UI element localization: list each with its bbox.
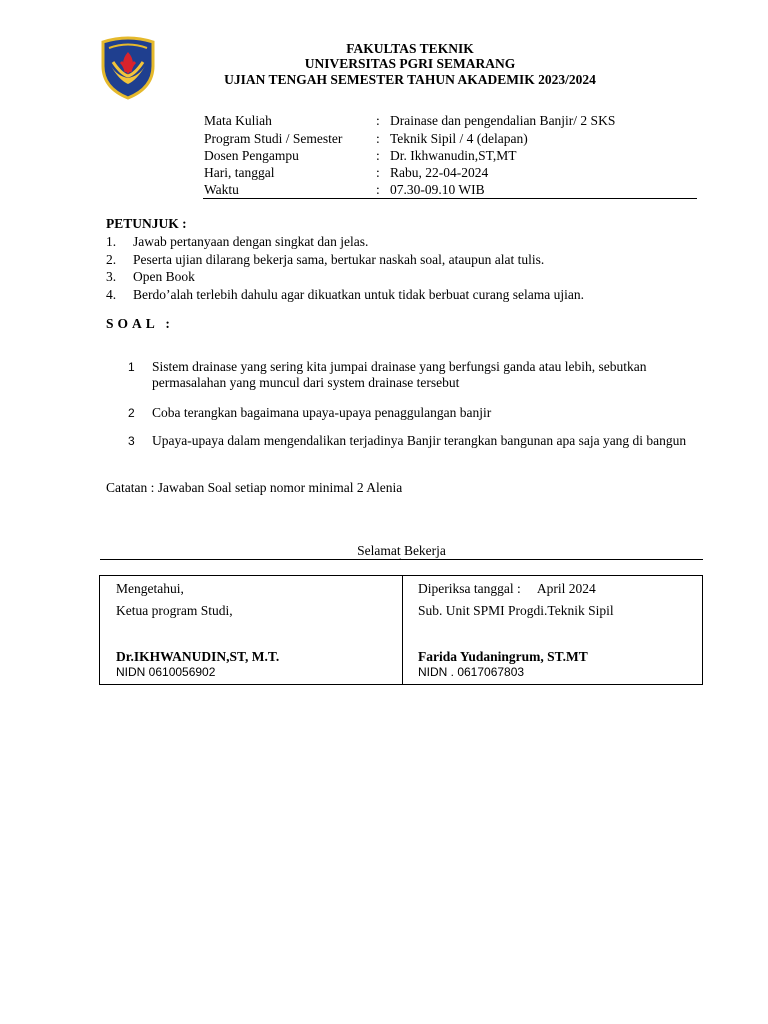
- signer-nidn: NIDN 0610056902: [116, 665, 216, 679]
- question-item: [128, 359, 688, 391]
- question-number: 3: [128, 434, 135, 448]
- question-item: [128, 405, 688, 421]
- question-text: Coba terangkan bagaimana upaya-upaya penaggulangan banjir: [152, 405, 492, 420]
- info-separator: :: [376, 182, 380, 197]
- info-divider: [203, 198, 697, 199]
- instruction-text: Berdo’alah terlebih dahulu agar dikuatkan untuk tidak berbuat curang selama ujian.: [133, 287, 584, 302]
- instruction-number: 1.: [106, 234, 117, 249]
- signer-name: Dr.IKHWANUDIN,ST, M.T.: [116, 649, 280, 664]
- info-label: Mata Kuliah: [204, 113, 272, 128]
- signature-divider: [402, 576, 403, 684]
- info-separator: :: [376, 148, 380, 163]
- info-value: Rabu, 22-04-2024: [390, 165, 489, 180]
- questions-title: SOAL :: [106, 316, 174, 331]
- faculty-title: FAKULTAS TEKNIK: [346, 41, 474, 56]
- info-value: Dr. Ikhwanudin,ST,MT: [390, 148, 517, 163]
- info-label: Program Studi / Semester: [204, 131, 343, 146]
- head-of-program-label: Ketua program Studi,: [116, 603, 233, 618]
- spmi-unit-label: Sub. Unit SPMI Progdi.Teknik Sipil: [418, 603, 614, 618]
- exam-title: UJIAN TENGAH SEMESTER TAHUN AKADEMIK 2023/2024: [224, 72, 596, 87]
- instruction-number: 4.: [106, 287, 117, 302]
- instruction-text: Open Book: [133, 269, 195, 284]
- instruction-text: Jawab pertanyaan dengan singkat dan jelas.: [133, 234, 369, 249]
- checker-nidn: NIDN . 0617067803: [418, 665, 525, 679]
- info-separator: :: [376, 113, 380, 128]
- info-value: Drainase dan pengendalian Banjir/ 2 SKS: [390, 113, 616, 128]
- university-title: UNIVERSITAS PGRI SEMARANG: [304, 56, 516, 71]
- instruction-text: Peserta ujian dilarang bekerja sama, bertukar naskah soal, ataupun alat tulis.: [133, 252, 545, 267]
- signature-table: [99, 575, 703, 685]
- question-text: Sistem drainase yang sering kita jumpai drainase yang berfungsi ganda atau lebih, sebutkan permasalahan yang muncul dari system drainase tersebut: [152, 359, 647, 390]
- university-crest-icon: [99, 36, 157, 100]
- info-label: Waktu: [204, 182, 239, 197]
- info-separator: :: [376, 131, 380, 146]
- question-text: Upaya-upaya dalam mengendalikan terjadinya Banjir terangkan bangunan apa saja yang di bangun: [152, 433, 687, 448]
- info-label: Dosen Pengampu: [204, 148, 299, 163]
- info-value: Teknik Sipil / 4 (delapan): [390, 131, 528, 146]
- checker-name: Farida Yudaningrum, ST.MT: [418, 649, 588, 664]
- question-number: 2: [128, 406, 135, 420]
- instructions-title: PETUNJUK :: [106, 216, 187, 231]
- info-label: Hari, tanggal: [204, 165, 275, 180]
- tick-mark: `: [399, 558, 403, 569]
- checked-date-label: Diperiksa tanggal : April 2024: [418, 581, 596, 596]
- question-number: 1: [128, 360, 135, 374]
- instruction-number: 2.: [106, 252, 117, 267]
- info-separator: :: [376, 165, 380, 180]
- closing-text: Selamat Bekerja: [357, 543, 446, 558]
- acknowledged-label: Mengetahui,: [116, 581, 184, 596]
- question-item: [128, 433, 688, 449]
- instruction-number: 3.: [106, 269, 117, 284]
- info-value: 07.30-09.10 WIB: [390, 182, 485, 197]
- exam-note: Catatan : Jawaban Soal setiap nomor minimal 2 Alenia: [106, 480, 403, 495]
